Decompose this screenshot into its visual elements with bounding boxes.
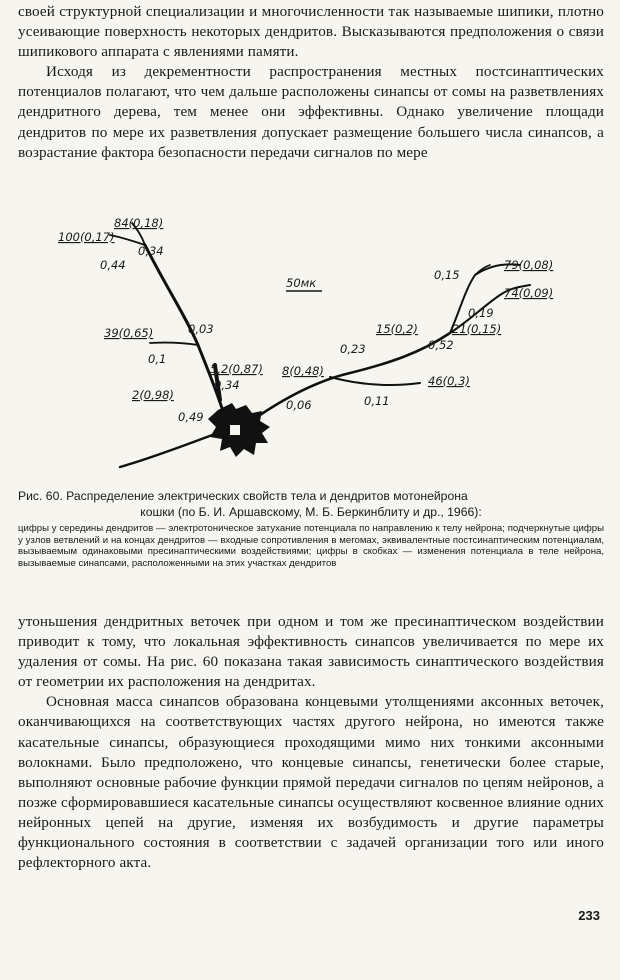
figure-label: 84(0,18) [114,216,164,230]
figure-label: 74(0,09) [504,286,554,300]
figure-label: 39(0,65) [104,326,154,340]
figure-label: 79(0,08) [504,258,554,272]
figure-label: 0,03 [188,322,214,336]
figure-label: 0,34 [214,378,240,392]
caption-title-line: Рис. 60. Распределение электрических свойств тела и дендритов мотонейрона [18,489,468,503]
figure-label: 0,23 [340,342,366,356]
paragraph: утоньшения дендритных веточек при одном и том же пресинаптическом воздействии приводит к тому, что локальная эффективность синапсов увеличивается по мере их удаления от сомы. На рис. 60 показана такая зависимость синаптического воздействия от геометрии их расположения на дендритах. [18,613,604,691]
figure-label: 5,2(0,87) [210,362,263,376]
figure-label: 0,19 [468,306,494,320]
dendrite-tree [110,223,530,467]
caption-title-line: кошки (по Б. И. Аршавскому, М. Б. Беркинблиту и др., 1966): [140,505,482,519]
neuron-diagram [50,205,610,480]
figure-label: 21(0,15) [452,322,502,336]
figure-label: 0,49 [178,410,204,424]
figure-label: 2(0,98) [132,388,174,402]
figure-label: 46(0,3) [428,374,470,388]
figure-label: 0,15 [434,268,460,282]
paragraph: своей структурной специализации и многочисленности так называемые шипики, плотно усеивающие поверхность некоторых дендритов. Высказываются предположения о связи шипикового аппарата с явлениями памяти. [18,3,604,61]
figure-label: 0,1 [148,352,167,366]
figure-label: 0,44 [100,258,126,272]
dendrite-branch [330,377,420,385]
figure-label: 15(0,2) [376,322,418,336]
scale-label: 50мк [286,276,317,290]
text-block-top [18,2,604,163]
figure-label: 100(0,17) [58,230,115,244]
caption-legend: цифры у середины дендритов — электротоническое затухание потенциала по направлению к телу нейрона; подчеркнутые цифры у узлов ветвлений и на концах дендритов — входные сопротивления в мегомах, эквивалентные постсинаптическим потенциалам, вызываемым одинаковыми пресинаптическими воздействиями; цифры в скобках — изменения потенциала в теле нейрона, вызываемые синапсами, расположенными на этих участках дендритов [18,523,604,569]
figure-label: 0,52 [428,338,454,352]
figure-label: 8(0,48) [282,364,324,378]
paragraph: Исходя из декрементности распространения местных постсинаптических потенциалов полагают, что чем дальше расположены синапсы от сомы на разветвлениях дендритного дерева, тем менее они эффективны. Однако увеличение площади дендритов по мере их разветвления допускает размещение большего числа синапсов, а возрастание фактора безопасности передачи сигналов по мере [18,63,604,161]
text-block-bottom [18,612,604,873]
dendrite-branch [120,433,218,467]
dendrite-branch [150,343,198,345]
paragraph: Основная масса синапсов образована концевыми утолщениями аксонных веточек, оканчивающихся на соответствующих частях другого нейрона, но имеются также касательные синапсы, образующиеся проходящими мимо них тонкими аксонными волокнами. Было предположено, что концевые синапсы, генетически более старые, выполняют основные рабочие функции прямой передачи сигналов по цепям нейронов, а позже сформировавшиеся касательные синапсы осуществляют косвенное влияние одних нейронных цепей на другие, изменяя их возбудимость и другие параметры функционального состояния в соответствии с задачей организации того или иного рефлекторного акта. [18,693,604,872]
figure-caption [18,488,604,569]
page-number: 233 [578,908,600,923]
soma-nucleus [230,425,240,435]
figure-label: 0,34 [138,244,164,258]
figure-label: 0,06 [286,398,312,412]
scale-bar [286,276,322,291]
neuron-figure [50,205,610,480]
figure-label: 0,11 [364,394,390,408]
